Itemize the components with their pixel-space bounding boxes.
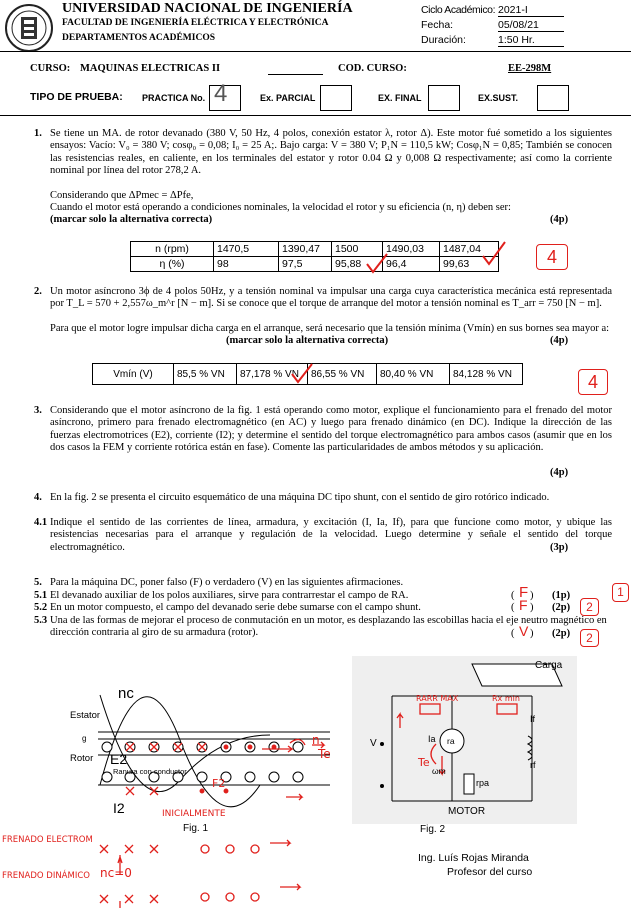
fig2-rpa-label: rpa (476, 778, 490, 788)
signature-role: Profesor del curso (447, 866, 533, 878)
q5-1-points: (1p) (552, 590, 571, 601)
fig1-ranura-label: Ranura con conductor (113, 767, 187, 776)
final-label: EX. FINAL (378, 93, 422, 103)
signature-name: Ing. Luís Rojas Miranda (418, 852, 529, 864)
q5-2-number: 5.2 (34, 602, 48, 613)
q3-text: Considerando que el motor asíncrono de la fig. 1 está operando como motor, explique el funcionamiento para el frenado del motor asíncrono, primero para frenado electromagnético (en AC) y luego para frenado dinámico (en DC). Indique la dirección de las fuerzas electromotrices (E2), corriente (I2); y determine el sentido del torque electromagnético para ambos casos (asumir que en los dos casos la FEM y corriente rotórica están en fase). Comente las particularidades de ambos métodos y su aplicación. (50, 405, 612, 454)
department-name: DEPARTAMENTOS ACADÉMICOS (62, 33, 216, 43)
figure-2 (352, 656, 577, 824)
q3-points: (4p) (550, 467, 569, 478)
q2-score: 4 (578, 369, 608, 395)
fig2-motor-label: MOTOR (448, 806, 486, 817)
practica-number: 4 (214, 80, 228, 107)
q4-1-number: 4.1 (34, 517, 48, 528)
q1-instruction: (marcar solo la alternativa correcta) (50, 214, 213, 225)
q5-text: Para la máquina DC, poner falso (F) o verdadero (V) en las siguientes afirmaciones. (50, 577, 404, 588)
q5-3-paren-close: ) (530, 628, 534, 639)
q5-2-paren-close: ) (530, 602, 534, 613)
q1-opt-eff-1[interactable]: 98 (214, 257, 279, 272)
fig1-hand-n: n (312, 733, 320, 747)
faculty-name: FACULTAD DE INGENIERÍA ELÉCTRICA Y ELECTRÓNICA (62, 18, 329, 28)
fig2-wm-label: ωm (432, 766, 446, 776)
date-label: Fecha: (421, 19, 454, 31)
checkmark-icon (292, 364, 312, 382)
q2-number: 2. (34, 286, 42, 297)
course-blank-line (268, 74, 323, 75)
header-rule (0, 51, 631, 52)
q1-opt-n-4[interactable]: 1490,03 (383, 242, 440, 257)
final-box[interactable] (428, 85, 460, 111)
sust-box[interactable] (537, 85, 569, 111)
q5-number: 5. (34, 577, 42, 588)
q5-1-paren-close: ) (530, 590, 534, 601)
fig1-hand-inicial: INICIALMENTE (162, 809, 226, 819)
fig2-if-label: If (530, 714, 536, 724)
q2-opt-1[interactable]: 85,5 % VN (174, 364, 237, 385)
q1-points: (4p) (550, 214, 569, 225)
q1-text: Se tiene un MA. de rotor devanado (380 V, 50 Hz, 4 polos, conexión estator λ, rotor Δ). Este motor fué sometido a los siguientes ensayos: Vacío: V₀ = 380 V; cosφ₀ = 0,08; I₀ = 25 A;. Bajo carga: V = 380 V; P₁N = 110,5 kW; Cosφ₁N = 0,85; También se conocen las resistencias reales, en caliente, en los terminales del estator y rotor 0.04 Ω y 0,008 Ω respectivamente; así como la corriente nominal por línea del rotor 278,2 A. (50, 128, 612, 177)
cycle-value: 2021-I (498, 4, 564, 17)
q5-3-number: 5.3 (34, 615, 48, 626)
q5-2-points: (2p) (552, 602, 571, 613)
q5-3-text: Una de las formas de mejorar el proceso de conmutación en un motor, es desplazando las escobillas hacia el eje neutro magnético en dirección contraria al giro de su armadura (rotor). (50, 615, 607, 639)
course-code-label: COD. CURSO: (338, 63, 407, 74)
q2-checkmark (288, 362, 318, 386)
fig2-caption: Fig. 2 (420, 824, 446, 835)
q2-text: Un motor asíncrono 3ϕ de 4 polos 50Hz, y a tensión nominal va impulsar una carga cuya característica mecánica está representada por T_L = 570 + 2,557ω_m^r [N − m]. Si se conoce que el torque de arranque del motor a tensión nominal es T_arr = 750 [N − m]. (50, 286, 612, 310)
fig2-ra-label: ra (447, 736, 455, 746)
fig1-hand-f2: F2 (212, 777, 226, 790)
fig2-carga-label: Carga (535, 660, 563, 671)
cycle-label: Ciclo Académico: (421, 4, 496, 16)
q5-2-text: En un motor compuesto, el campo del devanado serie debe sumarse con el campo shunt. (50, 602, 421, 613)
q5-3-paren-open: ( (511, 628, 515, 639)
q5-1-number: 5.1 (34, 590, 48, 601)
q1-opt-eff-5[interactable]: 99,63 (440, 257, 499, 272)
q2-opt-4[interactable]: 80,40 % VN (377, 364, 450, 385)
checkmark-icon (483, 242, 505, 264)
checkmark-icon (367, 254, 387, 272)
q1-opt-eff-4[interactable]: 96,4 (383, 257, 440, 272)
q5-2-paren-open: ( (511, 602, 515, 613)
fig1-e2-label: E2 (110, 751, 128, 767)
fig2-diagram (352, 656, 577, 824)
q1-number: 1. (34, 128, 42, 139)
sust-label: EX.SUST. (478, 93, 519, 103)
q5-2-answer[interactable]: F (519, 597, 528, 613)
q5-1-text: El devanado auxiliar de los polos auxiliares, sirve para contrarrestar el campo de RA. (50, 590, 409, 601)
q2-instruction: (marcar solo la alternativa correcta) (226, 335, 389, 346)
university-name: UNIVERSIDAD NACIONAL DE INGENIERÍA (62, 1, 353, 16)
figure-1 (0, 655, 345, 908)
header-rule-2 (0, 115, 631, 116)
q5-1-answer[interactable]: F (519, 584, 529, 601)
q1-opt-eff-2[interactable]: 97,5 (279, 257, 332, 272)
q4-1-text: Indique el sentido de las corrientes de línea, armadura, y excitación (I, Ia, If), para que funcione como motor, y ubique las resistencias necesarias para el arranque y regulación de la velocidad. Luego determine y señale el sentido del torque electromagnético. (50, 517, 612, 553)
fig1-rotor-label: Rotor (70, 753, 94, 764)
q1-row2-label: η (%) (131, 257, 214, 272)
parcial-label: Ex. PARCIAL (260, 93, 316, 103)
q5-2-score: 2 (580, 598, 599, 616)
q1-text-3: Cuando el motor está operando a condiciones nominales, la velocidad el rotor y su eficiencia (n, η) deben ser: (50, 202, 511, 213)
fig1-estator-label: Estator (70, 710, 101, 721)
fig2-ia-label: Ia (428, 734, 436, 744)
q5-1-score: 1 (612, 583, 629, 602)
q3-number: 3. (34, 405, 42, 416)
q2-opt-5[interactable]: 84,128 % VN (450, 364, 523, 385)
fig1-gap-label: g (82, 734, 87, 743)
fig2-rf-label: rf (530, 760, 536, 770)
course-value: MAQUINAS ELECTRICAS II (80, 63, 221, 74)
course-code-value: EE-298M (508, 63, 552, 74)
q4-points: (3p) (550, 542, 569, 553)
q4-number: 4. (34, 492, 42, 503)
fig1-hand-frenado-elec: FRENADO ELECTROM (2, 835, 93, 845)
fig1-hand-te: Te (318, 747, 331, 761)
q2-points: (4p) (550, 335, 569, 346)
q5-3-score: 2 (580, 629, 599, 647)
q2-opt-3[interactable]: 86,55 % VN (308, 364, 377, 385)
q1-score: 4 (536, 244, 568, 270)
fig1-hand-frenado-din: FRENADO DINÁMICO (2, 871, 90, 881)
duration-value: 1:50 Hr. (498, 34, 564, 47)
fig1-nc-label: nc (118, 685, 134, 702)
practica-label: PRACTICA No. (142, 93, 206, 103)
date-value: 05/08/21 (498, 19, 564, 32)
test-type-label: TIPO DE PRUEBA: (30, 91, 123, 103)
q1-text-2: Considerando que ΔPmec = ΔPfe, (50, 190, 194, 201)
fig1-i2-label: I2 (113, 800, 125, 816)
fig2-hand-rx: Rx min (492, 694, 520, 703)
q2-opt-2[interactable]: 87,178 % VN (237, 364, 308, 385)
university-seal (4, 2, 54, 54)
fig1-caption: Fig. 1 (183, 823, 209, 834)
fig2-v-label: V (370, 738, 377, 749)
fig1-hand-nc0: nc=0 (100, 866, 132, 880)
course-label: CURSO: (30, 63, 71, 74)
duration-label: Duración: (421, 34, 466, 46)
q5-1-paren-open: ( (511, 590, 515, 601)
q1-opt-eff-3[interactable]: 95,88 (332, 257, 383, 272)
q5-3-points: (2p) (552, 628, 571, 639)
q4-text: En la fig. 2 se presenta el circuito esquemático de una máquina DC tipo shunt, con el sentido de giro rotórico indicado. (50, 492, 550, 503)
parcial-box[interactable] (320, 85, 352, 111)
fig2-hand-te: Te (418, 756, 430, 769)
q2-text-2: Para que el motor logre impulsar dicha carga en el arranque, será necesario que la tensión mínima (Vmín) en sus bornes sea mayor a: (50, 323, 610, 334)
q1-opt-n-5[interactable]: 1487,04 (440, 242, 499, 257)
q1-opt-n-2[interactable]: 1390,47 (279, 242, 332, 257)
fig2-hand-rarr: RARR MAX (416, 694, 459, 703)
q1-checkmarks (365, 238, 515, 274)
q1-row1-label: n (rpm) (131, 242, 214, 257)
q5-3-answer[interactable]: V (519, 623, 529, 639)
q1-opt-n-1[interactable]: 1470,5 (214, 242, 279, 257)
q1-opt-n-3[interactable]: 1500 (332, 242, 383, 257)
q2-row-label: Vmín (V) (93, 364, 174, 385)
